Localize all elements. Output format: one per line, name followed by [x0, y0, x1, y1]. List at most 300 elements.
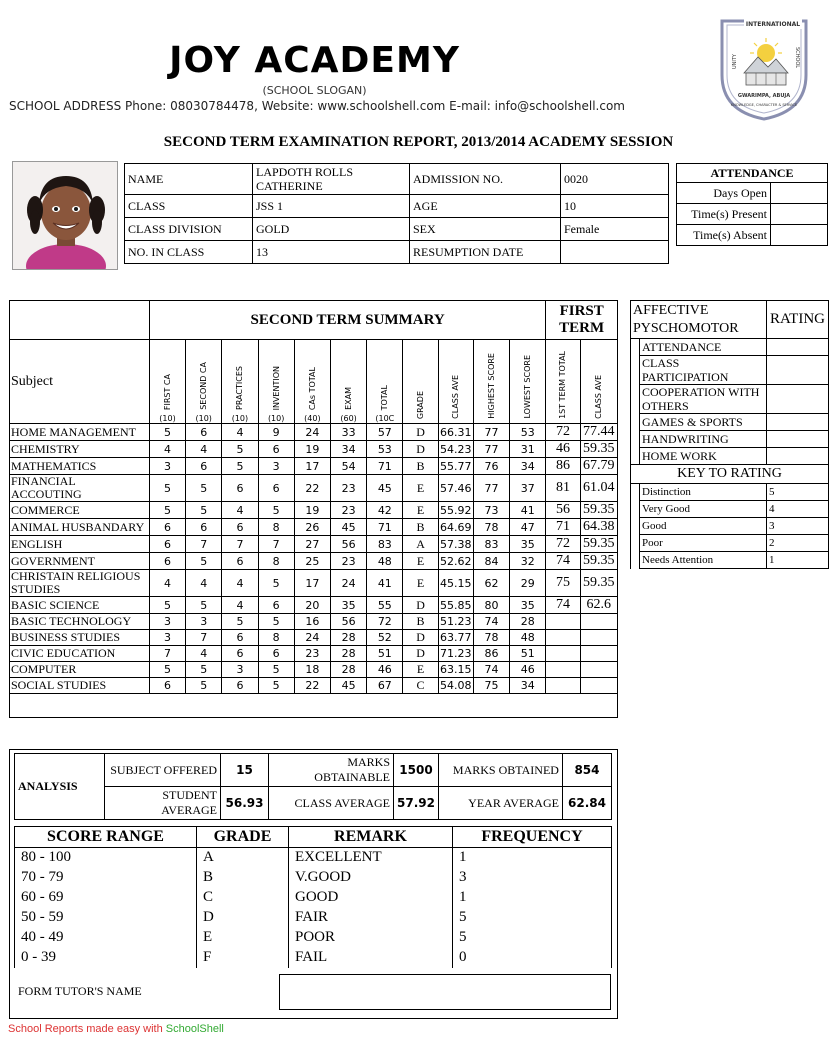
- subject-name: ENGLISH: [10, 536, 150, 553]
- indent-cell: [631, 385, 640, 414]
- first-term-cell: [580, 614, 617, 630]
- score-cell: 46: [510, 662, 546, 678]
- first-term-cell: 72: [546, 424, 580, 441]
- score-cell: 34: [510, 458, 546, 475]
- indent-cell: [631, 448, 640, 465]
- summary-col-header: [438, 340, 473, 424]
- score-cell: 5: [186, 662, 222, 678]
- subject-name: MATHEMATICS: [10, 458, 150, 475]
- score-cell: 22: [294, 678, 330, 694]
- year-average-label: YEAR AVERAGE: [438, 787, 562, 820]
- affective-title: AFFECTIVE PYSCHOMOTOR: [631, 301, 767, 339]
- score-cell: 80: [473, 597, 509, 614]
- score-cell: 5: [149, 502, 185, 519]
- column-max: (10): [195, 414, 212, 423]
- score-cell: 5: [186, 502, 222, 519]
- score-cell: 47: [510, 519, 546, 536]
- first-term-cell: 81: [546, 475, 580, 502]
- summary-corner: [10, 301, 150, 340]
- analysis-table: [14, 753, 612, 820]
- score-cell: 57: [367, 424, 403, 441]
- score-cell: 66.31: [440, 425, 472, 439]
- column-name: CLASS AVE: [594, 375, 604, 419]
- score-cell: 6: [149, 536, 185, 553]
- score-cell: 5: [222, 614, 258, 630]
- subject-row: [10, 630, 618, 646]
- student-photo: [12, 161, 118, 270]
- analysis-title: ANALYSIS: [15, 754, 105, 820]
- logo-motto: KNOWLEDGE, CHARACTER & SERVICE: [730, 103, 798, 107]
- age-label: AGE: [410, 195, 561, 218]
- grading-row: [15, 848, 612, 868]
- subject-name: BASIC TECHNOLOGY: [10, 614, 150, 630]
- score-cell: 7: [258, 536, 294, 553]
- score-cell: 73: [473, 502, 509, 519]
- score-cell: 71: [367, 519, 403, 536]
- score-cell: 8: [258, 630, 294, 646]
- column-max: (10): [267, 414, 285, 423]
- score-cell: 41: [367, 570, 403, 597]
- subject-row: [10, 441, 618, 458]
- score-cell: 35: [510, 597, 546, 614]
- score-cell: 52.62: [440, 554, 472, 568]
- key-label: Poor: [640, 535, 767, 552]
- grade: F: [197, 948, 289, 968]
- class-label: CLASS: [125, 195, 253, 218]
- class-average-label: CLASS AVERAGE: [269, 787, 394, 820]
- blank-row: [10, 694, 618, 718]
- indent-cell: [631, 552, 640, 569]
- score-cell: 23: [330, 553, 366, 570]
- remark: POOR: [289, 928, 453, 948]
- grade-cell: E: [403, 553, 438, 570]
- score-cell: 53: [510, 424, 546, 441]
- score-cell: 74: [473, 614, 509, 630]
- subject-row: [10, 475, 618, 502]
- column-max: (10): [231, 414, 249, 423]
- key-value: 2: [767, 535, 829, 552]
- first-term-cell: 67.79: [580, 458, 617, 475]
- score-cell: 51.23: [440, 615, 472, 628]
- subject-row: [10, 458, 618, 475]
- blank-cell: [10, 694, 618, 718]
- first-term-cell: 74: [546, 597, 580, 614]
- score-cell: 56: [330, 614, 366, 630]
- first-term-cell: [546, 630, 580, 646]
- indent-cell: [631, 356, 640, 385]
- score-cell: 78: [473, 630, 509, 646]
- score-cell: 53: [367, 441, 403, 458]
- score-cell: 6: [186, 519, 222, 536]
- score-cell: 5: [186, 553, 222, 570]
- grading-row: [15, 888, 612, 908]
- division-value: GOLD: [253, 218, 410, 241]
- grade: C: [197, 888, 289, 908]
- first-term-cell: 59.35: [580, 536, 617, 553]
- score-cell: 23: [294, 646, 330, 662]
- score-cell: 6: [222, 630, 258, 646]
- score-cell: 3: [222, 662, 258, 678]
- score-cell: 52: [367, 630, 403, 646]
- first-term-cell: 86: [546, 458, 580, 475]
- score-range: 80 - 100: [15, 848, 197, 868]
- admission-number: 0020: [561, 164, 669, 195]
- score-cell: 3: [149, 458, 185, 475]
- column-name: CAs TOTAL: [307, 366, 317, 410]
- score-cell: 6: [258, 597, 294, 614]
- student-average-value: 56.93: [221, 787, 269, 820]
- year-average-value: 62.84: [562, 787, 611, 820]
- grading-row: [15, 868, 612, 888]
- score-cell: 3: [258, 458, 294, 475]
- score-cell: 17: [294, 570, 330, 597]
- score-cell: 34: [330, 441, 366, 458]
- score-cell: 45: [330, 678, 366, 694]
- score-cell: 77: [473, 475, 509, 502]
- admission-label: ADMISSION NO.: [410, 164, 561, 195]
- resumption-label: RESUMPTION DATE: [410, 241, 561, 264]
- remark: GOOD: [289, 888, 453, 908]
- footer-brand: SchoolShell: [165, 1023, 224, 1035]
- grading-table: [14, 826, 612, 968]
- score-cell: 76: [473, 458, 509, 475]
- summary-col-header: [330, 340, 366, 424]
- subject-row: [10, 597, 618, 614]
- score-cell: 6: [186, 458, 222, 475]
- grade-cell: D: [403, 424, 438, 441]
- grading-row: [15, 908, 612, 928]
- score-cell: 7: [186, 630, 222, 646]
- score-cell: 9: [258, 424, 294, 441]
- indent-cell: [631, 518, 640, 535]
- score-cell: 86: [473, 646, 509, 662]
- first-term-cell: 72: [546, 536, 580, 553]
- score-cell: 5: [149, 475, 185, 502]
- score-cell: 64.69: [440, 520, 472, 534]
- column-name: INVENTION: [271, 365, 281, 410]
- first-term-cell: 71: [546, 519, 580, 536]
- score-cell: 72: [367, 614, 403, 630]
- score-cell: 3: [186, 614, 222, 630]
- frequency: 3: [453, 868, 612, 888]
- score-cell: 6: [258, 441, 294, 458]
- logo-left-text: UNITY: [732, 54, 738, 69]
- grading-header: REMARK: [289, 827, 453, 848]
- subject-row: [10, 570, 618, 597]
- key-value: 5: [767, 484, 829, 501]
- grade-cell: B: [403, 458, 438, 475]
- grade-cell: D: [403, 646, 438, 662]
- summary-col-header: [403, 340, 438, 424]
- grade-cell: A: [403, 536, 438, 553]
- summary-col-header: [367, 340, 403, 424]
- rating-header: RATING: [767, 301, 829, 339]
- affective-item-row: [631, 356, 829, 385]
- affective-item-row: [631, 339, 829, 356]
- score-cell: 54: [330, 458, 366, 475]
- score-cell: 5: [258, 502, 294, 519]
- score-range: 60 - 69: [15, 888, 197, 908]
- score-cell: 45: [367, 475, 403, 502]
- affective-item-label: CLASS PARTICIPATION: [640, 356, 767, 385]
- score-cell: 45: [330, 519, 366, 536]
- age-value: 10: [561, 195, 669, 218]
- first-term-cell: [580, 662, 617, 678]
- score-cell: 51: [510, 646, 546, 662]
- score-cell: 51: [367, 646, 403, 662]
- score-cell: 56: [330, 536, 366, 553]
- score-cell: 33: [330, 424, 366, 441]
- score-cell: 34: [510, 678, 546, 694]
- school-address: SCHOOL ADDRESS Phone: 08030784478, Website: www.schoolshell.com E-mail: info@schoolshell.com: [8, 99, 625, 113]
- score-cell: 6: [222, 475, 258, 502]
- score-range: 50 - 59: [15, 908, 197, 928]
- frequency: 5: [453, 908, 612, 928]
- score-cell: 54.23: [440, 442, 472, 456]
- key-row: [631, 535, 829, 552]
- no-in-class-value: 13: [253, 241, 410, 264]
- summary-title: SECOND TERM SUMMARY: [149, 301, 545, 340]
- attendance-title: ATTENDANCE: [677, 164, 828, 183]
- student-info-table: [124, 163, 669, 264]
- score-cell: 6: [222, 678, 258, 694]
- key-value: 3: [767, 518, 829, 535]
- score-cell: 5: [258, 614, 294, 630]
- score-cell: 28: [330, 662, 366, 678]
- first-term-cell: 62.6: [580, 597, 617, 614]
- score-cell: 29: [510, 570, 546, 597]
- score-range: 40 - 49: [15, 928, 197, 948]
- score-range: 70 - 79: [15, 868, 197, 888]
- grade-cell: D: [403, 630, 438, 646]
- first-term-cell: 59.35: [580, 502, 617, 519]
- remark: FAIL: [289, 948, 453, 968]
- times-present-value: [771, 204, 828, 225]
- subject-name: BASIC SCIENCE: [10, 597, 150, 614]
- affective-rating-cell: [767, 385, 829, 414]
- column-name: FIRST CA: [163, 373, 172, 410]
- score-cell: 7: [222, 536, 258, 553]
- name-label: NAME: [125, 164, 253, 195]
- score-cell: 8: [258, 519, 294, 536]
- score-cell: 25: [294, 553, 330, 570]
- subject-row: [10, 646, 618, 662]
- key-row: [631, 552, 829, 569]
- score-cell: 23: [330, 475, 366, 502]
- score-cell: 78: [473, 519, 509, 536]
- first-term-cell: 59.35: [580, 553, 617, 570]
- subject-name: CHEMISTRY: [10, 441, 150, 458]
- column-name: 1ST TERM TOTAL: [558, 351, 568, 419]
- first-term-cell: 59.35: [580, 441, 617, 458]
- score-cell: 46: [367, 662, 403, 678]
- affective-rating-cell: [767, 431, 829, 448]
- subject-row: [10, 424, 618, 441]
- subject-row: [10, 519, 618, 536]
- score-cell: 23: [330, 502, 366, 519]
- first-term-cell: [580, 646, 617, 662]
- indent-cell: [631, 535, 640, 552]
- score-cell: 5: [149, 597, 185, 614]
- score-cell: 5: [258, 678, 294, 694]
- grading-header: GRADE: [197, 827, 289, 848]
- key-label: Needs Attention: [640, 552, 767, 569]
- subject-name: COMPUTER: [10, 662, 150, 678]
- key-row: [631, 484, 829, 501]
- score-cell: 5: [258, 570, 294, 597]
- score-cell: 6: [258, 646, 294, 662]
- affective-rating-cell: [767, 448, 829, 465]
- score-cell: 24: [294, 424, 330, 441]
- score-cell: 4: [186, 441, 222, 458]
- score-cell: 5: [149, 662, 185, 678]
- score-cell: 55: [367, 597, 403, 614]
- class-average-value: 57.92: [394, 787, 439, 820]
- column-max: (60): [340, 414, 357, 423]
- score-cell: 71.23: [440, 647, 472, 660]
- summary-col-header: [186, 340, 222, 424]
- remark: V.GOOD: [289, 868, 453, 888]
- score-cell: 77: [473, 424, 509, 441]
- score-cell: 6: [222, 553, 258, 570]
- summary-table: [9, 300, 618, 718]
- logo-top-text: INTERNATIONAL: [745, 21, 801, 28]
- column-name: LOWEST SCORE: [523, 355, 533, 419]
- subject-offered-label: SUBJECT OFFERED: [105, 754, 221, 787]
- subject-row: [10, 553, 618, 570]
- score-cell: 6: [149, 553, 185, 570]
- report-title: SECOND TERM EXAMINATION REPORT, 2013/2014 ACADEMY SESSION: [163, 134, 674, 150]
- first-term-cell: 75: [546, 570, 580, 597]
- no-in-class-label: NO. IN CLASS: [125, 241, 253, 264]
- first-term-cell: [546, 646, 580, 662]
- subject-name: COMMERCE: [10, 502, 150, 519]
- score-cell: 4: [149, 570, 185, 597]
- subject-name: SOCIAL STUDIES: [10, 678, 150, 694]
- column-name: TOTAL: [380, 384, 390, 410]
- school-name: JOY ACADEMY: [169, 40, 460, 81]
- grade-cell: B: [403, 614, 438, 630]
- grade-cell: E: [403, 502, 438, 519]
- sex-value: Female: [561, 218, 669, 241]
- score-cell: 75: [473, 678, 509, 694]
- score-cell: 26: [294, 519, 330, 536]
- score-range: 0 - 39: [15, 948, 197, 968]
- indent-cell: [631, 484, 640, 501]
- first-term-cell: 46: [546, 441, 580, 458]
- summary-col-header: [149, 340, 185, 424]
- marks-obtained-value: 854: [562, 754, 611, 787]
- subject-row: [10, 678, 618, 694]
- subject-row: [10, 614, 618, 630]
- footer-text: School Reports made easy with: [8, 1023, 166, 1035]
- score-cell: 55.77: [440, 459, 472, 473]
- summary-col-header: [580, 340, 617, 424]
- score-cell: 5: [186, 475, 222, 502]
- subject-name: FINANCIAL ACCOUTING: [10, 475, 150, 502]
- key-label: Good: [640, 518, 767, 535]
- score-cell: 17: [294, 458, 330, 475]
- first-term-cell: 61.04: [580, 475, 617, 502]
- key-row: [631, 518, 829, 535]
- class-value: JSS 1: [253, 195, 410, 218]
- affective-item-label: COOPERATION WITH OTHERS: [640, 385, 767, 414]
- subject-offered-value: 15: [221, 754, 269, 787]
- days-open-value: [771, 183, 828, 204]
- grade-cell: E: [403, 570, 438, 597]
- score-cell: 6: [222, 519, 258, 536]
- score-cell: 6: [222, 646, 258, 662]
- grading-row: [15, 928, 612, 948]
- score-cell: 28: [330, 646, 366, 662]
- column-name: CLASS AVE: [451, 375, 461, 419]
- summary-col-header: [258, 340, 294, 424]
- score-cell: 24: [330, 570, 366, 597]
- score-cell: 27: [294, 536, 330, 553]
- first-term-cell: 77.44: [580, 424, 617, 441]
- key-label: Distinction: [640, 484, 767, 501]
- summary-col-header: [294, 340, 330, 424]
- grade: B: [197, 868, 289, 888]
- summary-col-header: [546, 340, 580, 424]
- score-cell: 83: [473, 536, 509, 553]
- column-name: SECOND CA: [199, 362, 209, 410]
- resumption-value: [561, 241, 669, 264]
- subject-row: [10, 662, 618, 678]
- grade-cell: B: [403, 519, 438, 536]
- score-cell: 84: [473, 553, 509, 570]
- column-name: EXAM: [344, 387, 354, 410]
- affective-item-row: [631, 431, 829, 448]
- score-cell: 6: [186, 424, 222, 441]
- score-cell: 83: [367, 536, 403, 553]
- score-cell: 4: [222, 424, 258, 441]
- grade: A: [197, 848, 289, 868]
- score-cell: 35: [330, 597, 366, 614]
- school-logo: [716, 13, 812, 123]
- affective-item-row: [631, 448, 829, 465]
- score-cell: 3: [149, 614, 185, 630]
- score-cell: 37: [510, 475, 546, 502]
- first-term-cell: [580, 630, 617, 646]
- score-cell: 5: [149, 424, 185, 441]
- affective-item-label: HANDWRITING: [640, 431, 767, 448]
- column-max: (40): [304, 414, 321, 423]
- frequency: 1: [453, 848, 612, 868]
- score-cell: 28: [510, 614, 546, 630]
- indent-cell: [631, 414, 640, 431]
- score-cell: 7: [186, 536, 222, 553]
- score-cell: 54.08: [440, 679, 472, 692]
- remark: FAIR: [289, 908, 453, 928]
- grading-header: FREQUENCY: [453, 827, 612, 848]
- marks-obtainable-label: MARKS OBTAINABLE: [269, 754, 394, 787]
- affective-item-row: [631, 414, 829, 431]
- score-cell: 63.77: [440, 631, 472, 644]
- score-cell: 55.85: [440, 598, 472, 612]
- student-average-label: STUDENT AVERAGE: [105, 787, 221, 820]
- remark: EXCELLENT: [289, 848, 453, 868]
- score-cell: 48: [510, 630, 546, 646]
- sex-label: SEX: [410, 218, 561, 241]
- score-cell: 4: [186, 570, 222, 597]
- indent-cell: [631, 501, 640, 518]
- grade-cell: D: [403, 597, 438, 614]
- logo-right-text: SCHOOL: [794, 47, 800, 69]
- column-name: GRADE: [416, 390, 426, 419]
- score-cell: 57.46: [438, 475, 473, 502]
- score-cell: 77: [473, 441, 509, 458]
